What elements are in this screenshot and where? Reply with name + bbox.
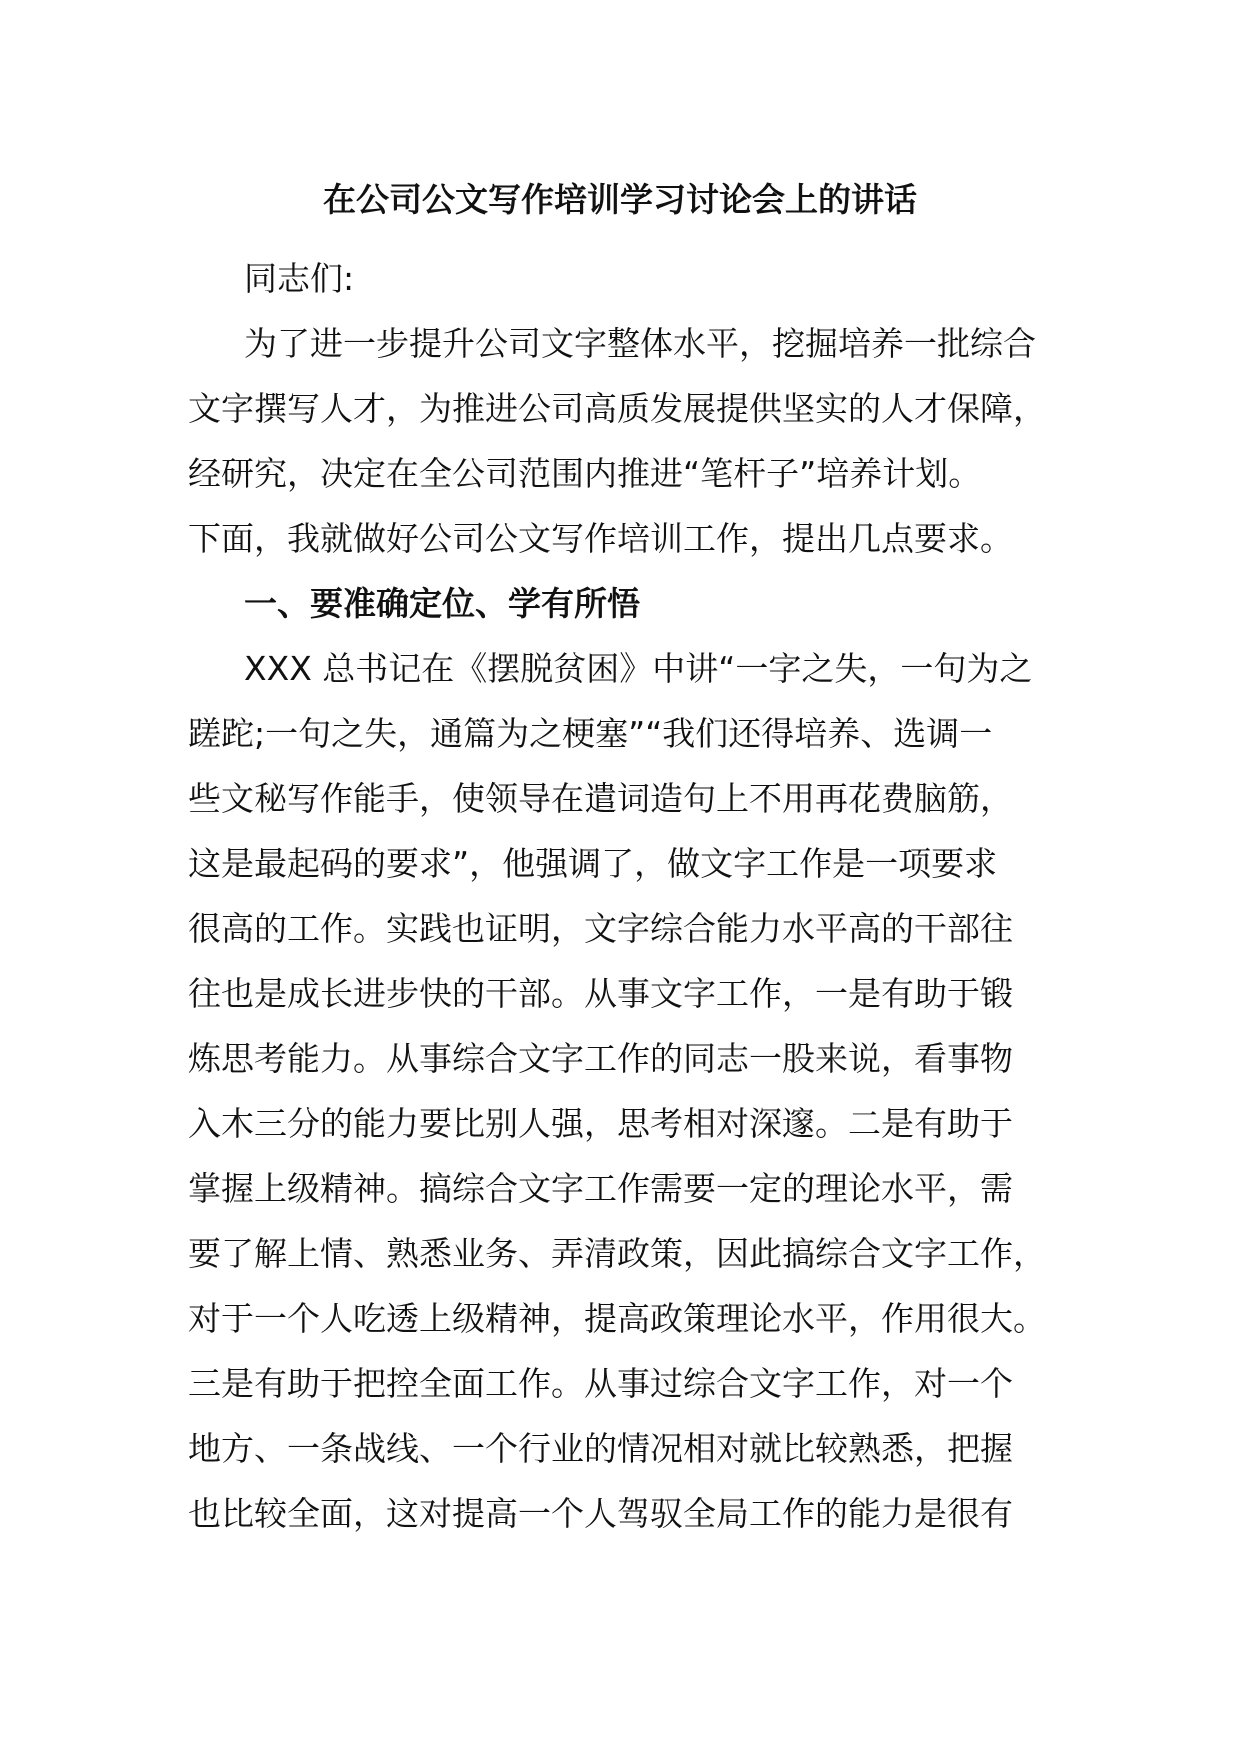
- document-body: [188, 246, 1060, 1546]
- paragraph-line: 往也是成长进步快的干部。从事文字工作，一是有助于锻: [188, 974, 1013, 1013]
- paragraph-line: 也比较全面，这对提高一个人驾驭全局工作的能力是很有: [188, 1494, 1013, 1533]
- paragraph-line: 经研究，决定在全公司范围内推进“笔杆子”培养计划。: [188, 454, 982, 493]
- paragraph-line: 很高的工作。实践也证明，文字综合能力水平高的干部往: [188, 909, 1013, 948]
- document-title: 在公司公文写作培训学习讨论会上的讲话: [323, 180, 917, 219]
- paragraph-line: 文字撰写人才，为推进公司高质发展提供坚实的人才保障，: [188, 389, 1046, 428]
- salutation: 同志们:: [244, 259, 355, 298]
- section-heading: 一、要准确定位、学有所悟: [244, 584, 640, 623]
- paragraph-line: 些文秘写作能手，使领导在遣词造句上不用再花费脑筋，: [188, 779, 1013, 818]
- paragraph-line: 蹉跎;一句之失，通篇为之梗塞”“我们还得培养、选调一: [188, 714, 993, 753]
- paragraph-line: 为了进一步提升公司文字整体水平，挖掘培养一批综合: [244, 324, 1036, 363]
- paragraph-line: 入木三分的能力要比别人强，思考相对深邃。二是有助于: [188, 1104, 1013, 1143]
- paragraph-line: 下面，我就做好公司公文写作培训工作，提出几点要求。: [188, 519, 1013, 558]
- paragraph-line: 这是最起码的要求”，他强调了，做文字工作是一项要求: [188, 844, 998, 883]
- paragraph-line: 炼思考能力。从事综合文字工作的同志一股来说，看事物: [188, 1039, 1013, 1078]
- paragraph-line: XXX 总书记在《摆脱贫困》中讲“一字之失，一句为之: [244, 649, 1033, 688]
- paragraph-line: 地方、一条战线、一个行业的情况相对就比较熟悉，把握: [188, 1429, 1013, 1468]
- paragraph-line: 要了解上情、熟悉业务、弄清政策，因此搞综合文字工作，: [188, 1234, 1046, 1273]
- paragraph-line: 对于一个人吃透上级精神，提高政策理论水平，作用很大。: [188, 1299, 1046, 1338]
- paragraph-line: 三是有助于把控全面工作。从事过综合文字工作，对一个: [188, 1364, 1013, 1403]
- paragraph-line: 掌握上级精神。搞综合文字工作需要一定的理论水平，需: [188, 1169, 1013, 1208]
